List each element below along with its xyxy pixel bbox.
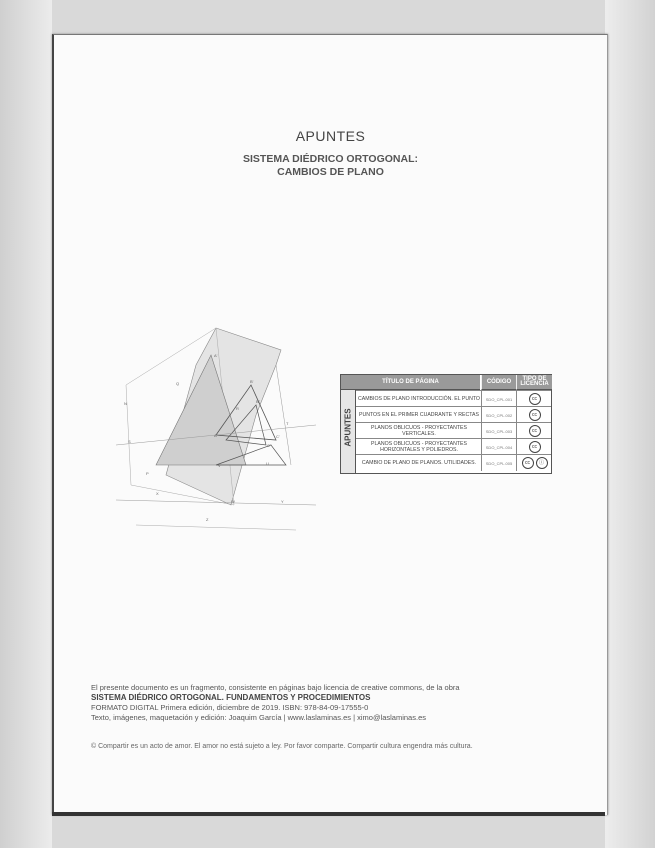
cc-license-icon: cc	[529, 441, 541, 453]
footer-book-title: SISTEMA DIÉDRICO ORTOGONAL. FUNDAMENTOS Y PROCEDIMIENTOS	[91, 693, 371, 702]
scan-bottom-edge	[52, 812, 605, 816]
diagram-label: T	[286, 421, 289, 426]
footer-line-1: El presente documento es un fragmento, consistente en páginas bajo licencia de creative commons, de la obra	[91, 683, 460, 692]
diagram-label: C''	[267, 443, 272, 448]
row-title: PLANOS OBLICUOS - PROYECTANTES VERTICALES.	[371, 425, 467, 437]
document-page	[52, 34, 608, 815]
side-label-text: APUNTES	[343, 408, 353, 447]
table-side-label	[341, 389, 356, 473]
vertical-edge	[276, 365, 291, 465]
share-note: © Compartir es un acto de amor. El amor no está sujeto a ley. Por favor comparte. Compartir cultura engendra más cultura.	[91, 743, 473, 750]
row-title: CAMBIO DE PLANO DE PLANOS. UTILIDADES.	[361, 460, 477, 466]
table-row	[356, 438, 551, 455]
row-license	[516, 391, 552, 407]
cc-license-icon: cc	[529, 425, 541, 437]
row-code: SDO_CPL.003	[481, 423, 516, 439]
table-row	[356, 406, 551, 423]
diagram-label: U	[266, 461, 269, 466]
row-title: PLANOS OBLICUOS - PROYECTANTES HORIZONTALES Y POLIEDROS.	[371, 441, 467, 453]
row-license	[516, 455, 552, 471]
diagram-label: N	[124, 401, 127, 406]
row-code: SDO_CPL.005	[481, 455, 516, 471]
descriptive-geometry-diagram	[116, 325, 316, 535]
footer-line-3	[91, 703, 591, 713]
ground-line-2	[116, 500, 316, 505]
contents-table	[340, 374, 552, 474]
diagram-label: S	[128, 439, 131, 444]
table-row	[356, 422, 551, 439]
footer-line-4: Texto, imágenes, maquetación y edición: Joaquim García | www.laslaminas.es | ximo@laslaminas.es	[91, 713, 426, 722]
diagram-label: Z	[206, 517, 209, 522]
diagram-label: P	[146, 471, 149, 476]
diagram-label: B'	[250, 379, 254, 384]
diagram-label: W	[231, 499, 235, 504]
diagram-label: C'	[276, 434, 280, 439]
header-title-column: TÍTULO DE PÁGINA	[341, 375, 480, 390]
subtitle-line-2: CAMBIOS DE PLANO	[277, 166, 384, 178]
row-title: CAMBIOS DE PLANO INTRODUCCIÓN. EL PUNTO	[358, 396, 480, 402]
header-code-column: CÓDIGO	[481, 375, 516, 390]
table-row	[356, 390, 551, 407]
header-license-column: TIPO DE LICENCIA	[516, 375, 552, 390]
row-title: PUNTOS EN EL PRIMER CUADRANTE Y RECTAS	[359, 412, 479, 418]
row-code: SDO_CPL.002	[481, 407, 516, 423]
row-license	[516, 407, 552, 423]
diagram-label: Q	[176, 381, 180, 386]
cc-license-icon: cc	[529, 409, 541, 421]
diagram-label: X	[156, 491, 159, 496]
footer-edition: Primera edición, diciembre de 2019. ISBN: 978-84-09-17555-0	[158, 703, 369, 712]
subtitle-line-1: SISTEMA DIÉDRICO ORTOGONAL:	[242, 153, 418, 165]
row-license	[516, 423, 552, 439]
diagram-label: V	[218, 463, 221, 468]
cc-license-icon: cc	[529, 393, 541, 405]
footer-credits	[91, 683, 591, 723]
diagram-label: Y	[281, 499, 284, 504]
diagram-label: B''	[256, 399, 261, 404]
table-row	[356, 454, 551, 471]
row-code: SDO_CPL.004	[481, 439, 516, 455]
row-license	[516, 439, 552, 455]
diagram-label: A'	[214, 353, 218, 358]
page-subtitle	[54, 153, 607, 179]
page-title: APUNTES	[295, 128, 366, 144]
ground-line-3	[136, 525, 296, 530]
diagram-label: R	[236, 406, 239, 411]
cc-by-icon: ⓘ	[536, 457, 548, 469]
diagram-label: A''	[214, 433, 219, 438]
footer-format: FORMATO DIGITAL	[91, 703, 159, 712]
row-code: SDO_CPL.001	[481, 391, 516, 407]
scan-edge-right	[605, 0, 655, 848]
cc-license-icon: cc	[522, 457, 534, 469]
scan-edge-left	[0, 0, 52, 848]
